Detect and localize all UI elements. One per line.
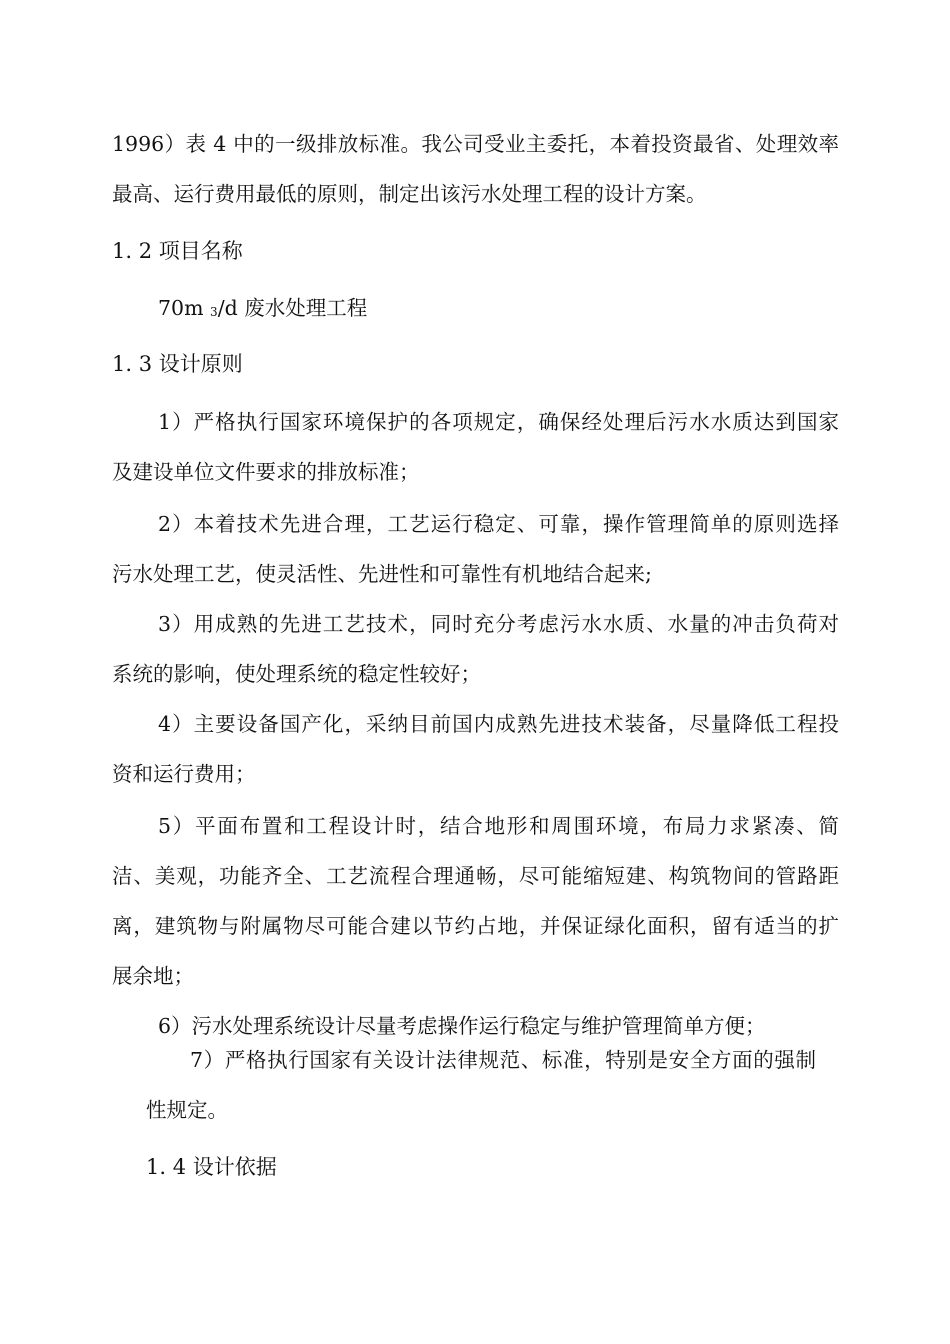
principle-7-line-1: 7）严格执行国家有关设计法律规范、标准，特别是安全方面的强制: [190, 1048, 816, 1072]
principle-6-line-1: 6）污水处理系统设计尽量考虑操作运行稳定与维护管理简单方便；: [158, 1014, 766, 1038]
principle-5-line-2: 洁、美观，功能齐全、工艺流程合理通畅，尽可能缩短建、构筑物间的管路距: [112, 864, 839, 888]
principle-5-line-1: 5）平面布置和工程设计时，结合地形和周围环境，布局力求紧凑、简: [158, 814, 839, 838]
section-heading-1-4: 1. 4 设计依据: [146, 1155, 277, 1179]
project-name: [158, 294, 367, 326]
section-heading-1-2: 1. 2 项目名称: [112, 239, 243, 263]
principle-3-line-2: 系统的影响，使处理系统的稳定性较好；: [112, 662, 481, 686]
project-name-prefix: 70m: [158, 296, 211, 320]
principle-7-line-2: 性规定。: [146, 1098, 228, 1122]
intro-line-1: 1996）表 4 中的一级排放标准。我公司受业主委托，本着投资最省、处理效率: [112, 132, 839, 156]
principle-1-line-2: 及建设单位文件要求的排放标准；: [112, 460, 420, 484]
section-heading-1-3: 1. 3 设计原则: [112, 352, 243, 376]
principle-4-line-1: 4）主要设备国产化，采纳目前国内成熟先进技术装备，尽量降低工程投: [158, 712, 839, 736]
principle-5-line-4: 展余地；: [112, 964, 194, 988]
project-name-suffix: /d 废水处理工程: [217, 296, 368, 320]
project-name-unit: 3: [210, 305, 218, 319]
intro-line-2: 最高、运行费用最低的原则，制定出该污水处理工程的设计方案。: [112, 182, 707, 206]
principle-4-line-2: 资和运行费用；: [112, 762, 256, 786]
principle-2-line-1: 2）本着技术先进合理，工艺运行稳定、可靠，操作管理简单的原则选择: [158, 512, 839, 536]
principle-5-line-3: 离，建筑物与附属物尽可能合建以节约占地，并保证绿化面积，留有适当的扩: [112, 914, 839, 938]
principle-1-line-1: 1）严格执行国家环境保护的各项规定，确保经处理后污水水质达到国家: [158, 410, 839, 434]
principle-3-line-1: 3）用成熟的先进工艺技术，同时充分考虑污水水质、水量的冲击负荷对: [158, 612, 839, 636]
principle-2-line-2: 污水处理工艺，使灵活性、先进性和可靠性有机地结合起来;: [112, 562, 652, 586]
